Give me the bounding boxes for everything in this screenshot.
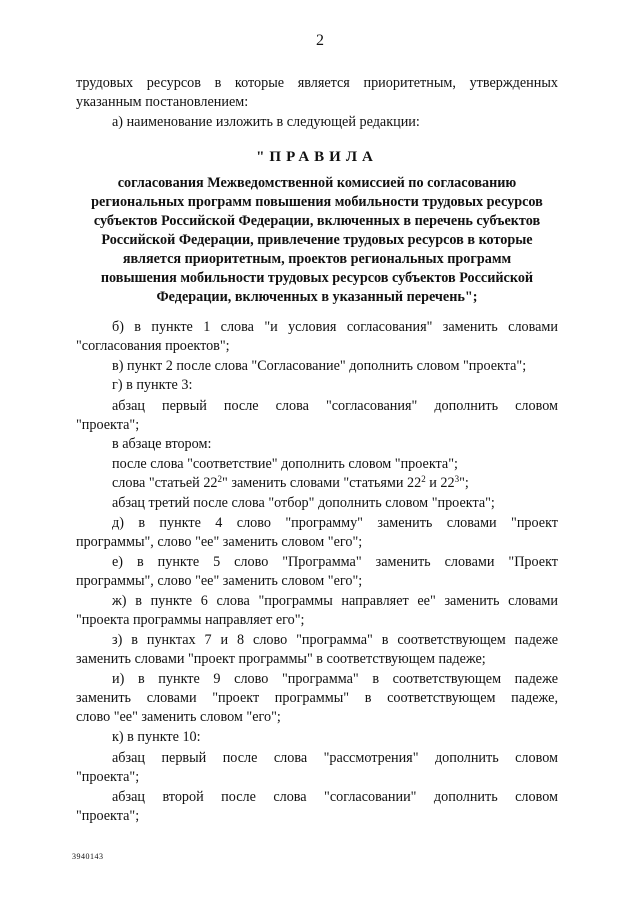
item-a: а) наименование изложить в следующей редакции: [112, 114, 420, 130]
item-i-line-1: и) в пункте 9 слово "программа" в соответствующем падеже [112, 671, 558, 687]
item-d-line-2: программы", слово "ее" заменить словом "его"; [76, 534, 363, 550]
rules-title: "ПРАВИЛА [256, 149, 378, 165]
item-g: г) в пункте 3: [112, 377, 193, 393]
rules-subtitle [66, 174, 568, 307]
item-g-para1-line-2: "проекта"; [76, 417, 140, 433]
item-z-line-2: заменить словами "проект программы" в соответствующем падеже; [76, 651, 486, 667]
text-fragment: "; [459, 475, 469, 491]
item-zh-line-2: "проекта программы направляет его"; [76, 612, 305, 628]
item-k-para1-line-2: "проекта"; [76, 769, 140, 785]
subtitle-line: Федерации, включенных в указанный перечень"; [156, 289, 478, 305]
item-g-para1-line-1: абзац первый после слова "согласования" дополнить словом [112, 398, 558, 414]
item-g-para2-sub2 [112, 474, 469, 493]
item-v: в) пункт 2 после слова "Согласование" дополнить словом "проекта"; [112, 358, 527, 374]
superscript: 3 [454, 474, 460, 484]
item-b-line-2: "согласования проектов"; [76, 338, 230, 354]
subtitle-line: повышения мобильности трудовых ресурсов субъектов Российской [100, 270, 534, 286]
subtitle-line: субъектов Российской Федерации, включенных в перечень субъектов [93, 213, 541, 229]
text-fragment: слова "статьей 22 [112, 475, 218, 491]
superscript: 2 [421, 474, 426, 484]
item-e-line-1: е) в пункте 5 слово "Программа" заменить словами "Проект [112, 554, 558, 570]
item-g-para3: абзац третий после слова "отбор" дополнить словом "проекта"; [112, 495, 495, 511]
item-g-para2-sub1: после слова "соответствие" дополнить словом "проекта"; [112, 456, 458, 472]
item-zh-line-1: ж) в пункте 6 слова "программы направляет ее" заменить словами [112, 593, 558, 609]
item-e-line-2: программы", слово "ее" заменить словом "его"; [76, 573, 363, 589]
subtitle-line: Российской Федерации, привлечение трудовых ресурсов в которые [101, 232, 533, 248]
superscript: 2 [217, 474, 223, 484]
item-i-line-2: заменить словами "проект программы" в соответствующем падеже, [76, 690, 558, 706]
item-k: к) в пункте 10: [112, 729, 201, 745]
item-i-line-3: слово "ее" заменить словом "его"; [76, 709, 281, 725]
item-g-para2: в абзаце втором: [112, 436, 212, 452]
subtitle-line: согласования Межведомственной комиссией по согласованию [117, 175, 517, 191]
text-fragment: и 22 [425, 475, 455, 491]
item-k-para1-line-1: абзац первый после слова "рассмотрения" дополнить словом [112, 750, 558, 766]
text-fragment: " заменить словами "статьями 22 [222, 475, 422, 491]
intro-line-1: трудовых ресурсов в которые является приоритетным, утвержденных [76, 75, 558, 91]
item-d-line-1: д) в пункте 4 слово "программу" заменить словами "проект [112, 515, 558, 531]
page-number: 2 [316, 32, 324, 49]
item-k-para2-line-2: "проекта"; [76, 808, 140, 824]
subtitle-line: является приоритетным, проектов региональных программ [122, 251, 512, 267]
subtitle-line: региональных программ повышения мобильности трудовых ресурсов [91, 194, 543, 210]
item-b-line-1: б) в пункте 1 слова "и условия согласования" заменить словами [112, 319, 558, 335]
intro-line-2: указанным постановлением: [76, 94, 249, 110]
document-code: 3940143 [72, 852, 104, 861]
item-k-para2-line-1: абзац второй после слова "согласовании" дополнить словом [112, 789, 558, 805]
item-z-line-1: з) в пунктах 7 и 8 слово "программа" в соответствующем падеже [112, 632, 558, 648]
